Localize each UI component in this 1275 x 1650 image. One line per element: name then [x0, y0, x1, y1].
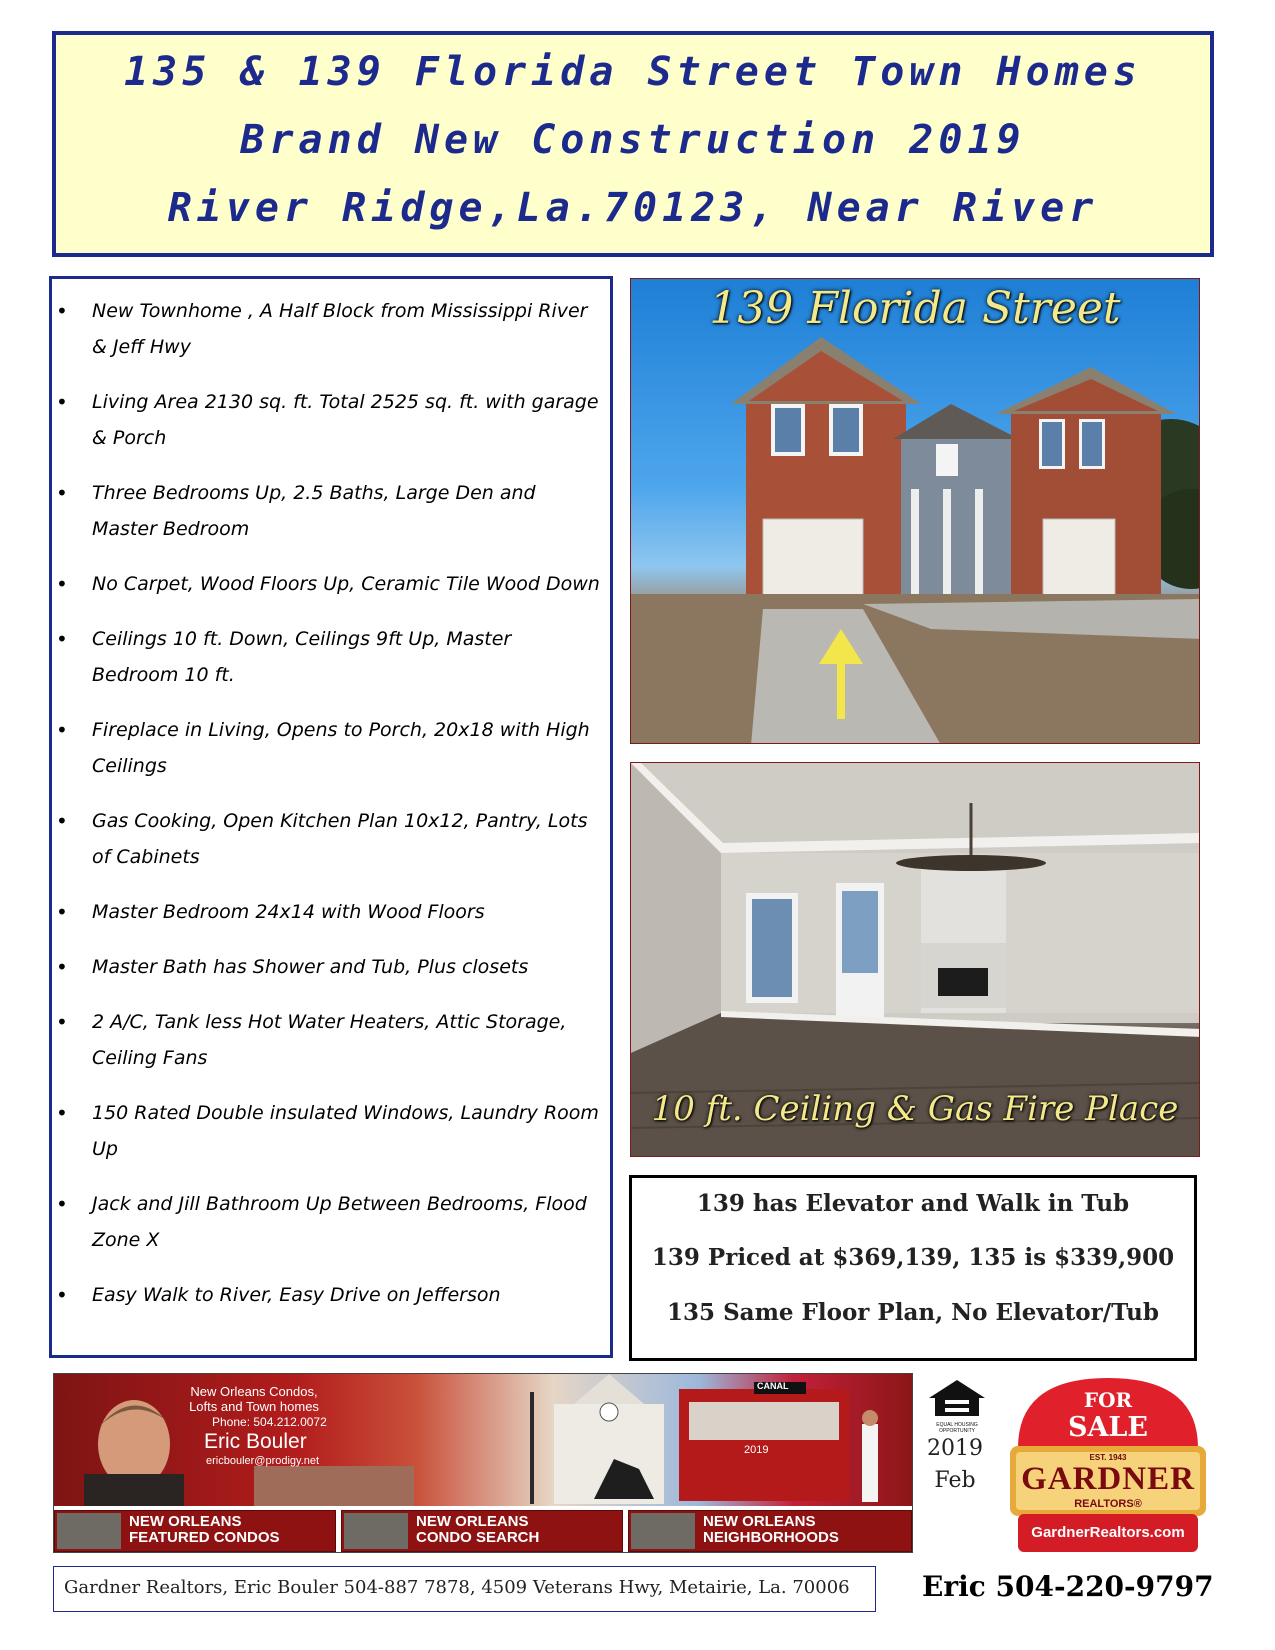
price-info-box: [629, 1175, 1197, 1361]
feature-item: • Easy Walk to River, Easy Drive on Jefferson: [92, 1277, 600, 1313]
banner-tagline: [169, 1384, 339, 1414]
feature-item: • Ceilings 10 ft. Down, Ceilings 9ft Up, Master Bedroom 10 ft.: [92, 621, 600, 693]
neighborhoods-label: [703, 1514, 839, 1546]
feature-item: • 150 Rated Double insulated Windows, Laundry Room Up: [92, 1095, 600, 1167]
flyer-year: 2019: [927, 1436, 983, 1461]
agent-banner: [53, 1373, 913, 1553]
feature-item: • Living Area 2130 sq. ft. Total 2525 sq. ft. with garage & Porch: [92, 384, 600, 456]
featured-condos-label-line-2: FEATURED CONDOS: [129, 1529, 280, 1546]
features-list: [49, 276, 613, 1358]
link-condo-search[interactable]: [341, 1510, 623, 1552]
banner-phone: Phone: 504.212.0072: [212, 1415, 327, 1429]
banner-agent-name: Eric Bouler: [204, 1430, 307, 1453]
sign-url[interactable]: GardnerRealtors.com: [1031, 1524, 1185, 1541]
condo-search-thumbnail: [344, 1513, 408, 1549]
elevator-note: 139 has Elevator and Walk in Tub: [696, 1190, 1130, 1217]
banner-image: [54, 1374, 913, 1506]
condo-search-label-line-1: NEW ORLEANS: [416, 1513, 529, 1530]
title-line-3: River Ridge,La.70123, Near River: [167, 185, 1099, 231]
title-line-1: 135 & 139 Florida Street Town Homes: [124, 49, 1142, 95]
feature-item: • 2 A/C, Tank less Hot Water Heaters, Attic Storage, Ceiling Fans: [92, 1004, 600, 1076]
footer-phone: Eric 504-220-9797: [922, 1570, 1214, 1603]
neighborhoods-label-line-2: NEIGHBORHOODS: [703, 1529, 839, 1546]
equal-housing-icon: [925, 1378, 989, 1434]
floor-plan-note: 135 Same Floor Plan, No Elevator/Tub: [667, 1299, 1159, 1326]
neighborhoods-label-line-1: NEW ORLEANS: [703, 1513, 816, 1530]
feature-item: • Jack and Jill Bathroom Up Between Bedrooms, Flood Zone X: [92, 1186, 600, 1258]
footer-contact-text: Gardner Realtors, Eric Bouler 504-887 7878, 4509 Veterans Hwy, Metairie, La. 70006: [64, 1577, 850, 1598]
sign-est: EST. 1943: [1089, 1453, 1127, 1462]
equal-housing-text: [925, 1422, 989, 1434]
banner-tagline-line-1: New Orleans Condos,: [190, 1384, 318, 1399]
banner-tagline-line-2: Lofts and Town homes: [189, 1399, 319, 1414]
equal-housing-house-icon: [925, 1378, 989, 1418]
streetcar-sign: CANAL: [757, 1381, 789, 1391]
streetcar-year: 2019: [744, 1444, 769, 1456]
equal-housing-text-line-2: OPPORTUNITY: [938, 1428, 976, 1434]
link-featured-condos[interactable]: [54, 1510, 336, 1552]
feature-item: • Fireplace in Living, Opens to Porch, 20x18 with High Ceilings: [92, 712, 600, 784]
price-note: 139 Priced at $369,139, 135 is $339,900: [651, 1244, 1175, 1271]
feature-item: • Gas Cooking, Open Kitchen Plan 10x12, Pantry, Lots of Cabinets: [92, 803, 600, 875]
townhome-exterior-illustration: [631, 279, 1200, 744]
feature-item: • Three Bedrooms Up, 2.5 Baths, Large Den and Master Bedroom: [92, 475, 600, 547]
feature-item: • Master Bath has Shower and Tub, Plus closets: [92, 949, 600, 985]
sign-sale: SALE: [1067, 1412, 1148, 1443]
sign-brand: GARDNER: [1021, 1461, 1195, 1497]
condo-search-label-line-2: CONDO SEARCH: [416, 1529, 540, 1546]
feature-item: • New Townhome , A Half Block from Mississippi River & Jeff Hwy: [92, 293, 600, 365]
sign-realtors: REALTORS®: [1074, 1498, 1142, 1510]
banner-email: ericbouler@prodigy.net: [206, 1455, 320, 1467]
interior-photo-caption: 10 ft. Ceiling & Gas Fire Place: [651, 1089, 1179, 1129]
feature-item: • Master Bedroom 24x14 with Wood Floors: [92, 894, 600, 930]
title-line-2: Brand New Construction 2019: [240, 117, 1026, 163]
title-banner: [52, 31, 1214, 257]
equal-housing-text-line-1: EQUAL HOUSING: [936, 1422, 978, 1428]
flyer-month: Feb: [934, 1468, 976, 1493]
interior-photo: [630, 762, 1200, 1157]
featured-condos-thumbnail: [57, 1513, 121, 1549]
link-neighborhoods[interactable]: [628, 1510, 912, 1552]
for-sale-sign: [1008, 1378, 1208, 1556]
exterior-photo-caption: 139 Florida Street: [709, 283, 1121, 334]
featured-condos-label: [129, 1514, 280, 1546]
condo-search-label: [416, 1514, 539, 1546]
feature-item: • No Carpet, Wood Floors Up, Ceramic Tile Wood Down: [92, 566, 600, 602]
sign-for: FOR: [1083, 1388, 1133, 1412]
neighborhoods-thumbnail: [631, 1513, 695, 1549]
exterior-photo: [630, 278, 1200, 744]
featured-condos-label-line-1: NEW ORLEANS: [129, 1513, 242, 1530]
footer-contact-box: [53, 1566, 876, 1612]
